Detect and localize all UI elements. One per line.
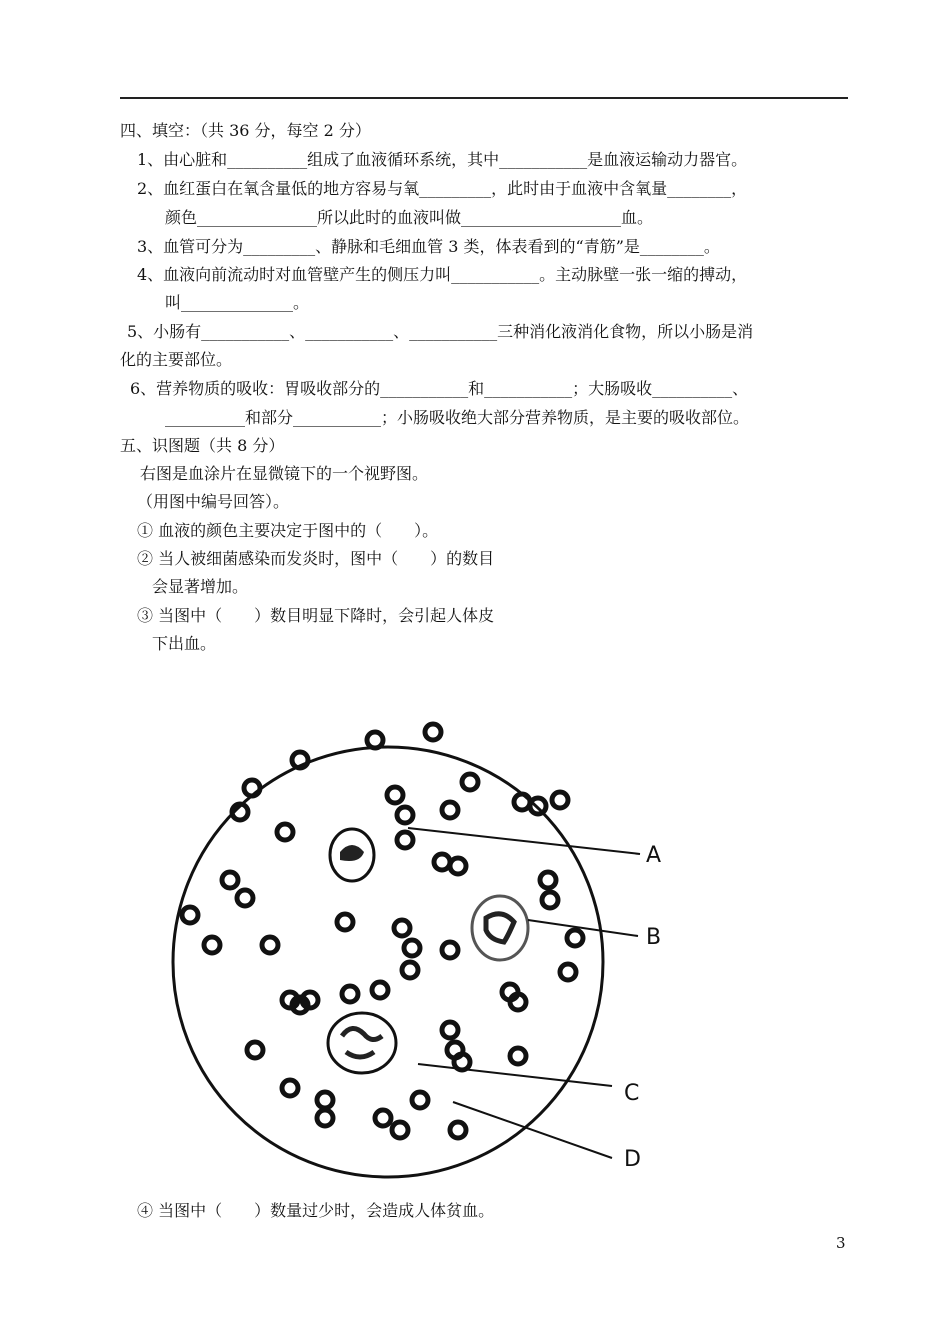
white-cell-a <box>330 829 374 881</box>
red-blood-cell <box>375 1110 391 1126</box>
red-blood-cell <box>397 807 413 823</box>
red-blood-cell <box>397 832 413 848</box>
question-4-5-line2: 化的主要部位。 <box>120 350 233 369</box>
red-blood-cell <box>222 872 238 888</box>
red-blood-cell <box>514 794 530 810</box>
question-4-6-line1: 6、营养物质的吸收：胃吸收部分的___________和___________；大肠吸收__________、 <box>130 379 749 398</box>
blood-smear-figure <box>150 700 710 1180</box>
red-blood-cell <box>277 824 293 840</box>
question-4-4-line1: 4、血液向前流动时对血管壁产生的侧压力叫___________。主动脉壁一张一缩的搏动， <box>137 265 748 284</box>
red-blood-cell <box>425 724 441 740</box>
red-blood-cell <box>302 992 318 1008</box>
red-blood-cell <box>392 1122 408 1138</box>
section5-heading: 五、识图题（共 8 分） <box>120 436 285 455</box>
white-cell-c <box>328 1013 396 1073</box>
red-blood-cell <box>540 872 556 888</box>
header-rule <box>120 97 848 99</box>
question-4-2-line1: 2、血红蛋白在氧含量低的地方容易与氧_________，此时由于血液中含氧量________， <box>137 179 748 198</box>
red-blood-cell <box>372 982 388 998</box>
red-blood-cell <box>292 752 308 768</box>
red-blood-cell <box>510 1048 526 1064</box>
label-b: B <box>646 925 662 950</box>
red-blood-cell <box>510 994 526 1010</box>
section5-intro-1: 右图是血涂片在显微镜下的一个视野图。 <box>140 464 429 483</box>
label-d: D <box>624 1147 641 1172</box>
label-a: A <box>646 843 662 868</box>
red-blood-cell <box>442 942 458 958</box>
question-5-2-line1: ② 当人被细菌感染而发炎时，图中（ ）的数目 <box>137 549 495 568</box>
red-blood-cell <box>450 1122 466 1138</box>
red-blood-cell <box>247 1042 263 1058</box>
red-blood-cell <box>282 1080 298 1096</box>
red-blood-cell <box>367 732 383 748</box>
red-blood-cell <box>567 930 583 946</box>
red-blood-cell <box>560 964 576 980</box>
label-leader-lines <box>408 828 640 1158</box>
question-4-1: 1、由心脏和__________组成了血液循环系统，其中___________是血液运输动力器官。 <box>137 150 748 169</box>
question-5-2-line2: 会显著增加。 <box>152 577 249 596</box>
section4-heading: 四、填空：（共 36 分，每空 2 分） <box>120 121 371 140</box>
red-blood-cell <box>237 890 253 906</box>
red-blood-cell <box>317 1110 333 1126</box>
question-4-2-line2: 颜色_______________所以此时的血液叫做____________________血。 <box>165 208 654 227</box>
red-blood-cell <box>342 986 358 1002</box>
red-blood-cell <box>442 1022 458 1038</box>
page-number: 3 <box>836 1234 846 1252</box>
red-blood-cell <box>204 937 220 953</box>
question-5-3-line2: 下出血。 <box>152 634 217 653</box>
question-4-3: 3、血管可分为_________、静脉和毛细血管 3 类，体表看到的“青筋”是________。 <box>137 237 720 256</box>
red-blood-cell <box>262 937 278 953</box>
question-4-6-line2: __________和部分___________；小肠吸收绝大部分营养物质，是主要的吸收部位。 <box>165 408 750 427</box>
red-blood-cell <box>394 920 410 936</box>
red-blood-cell <box>412 1092 428 1108</box>
red-blood-cell <box>182 907 198 923</box>
red-blood-cell <box>232 804 248 820</box>
question-5-4: ④ 当图中（ ）数量过少时，会造成人体贫血。 <box>137 1201 495 1220</box>
red-blood-cell <box>317 1092 333 1108</box>
red-blood-cell <box>552 792 568 808</box>
question-5-1: ① 血液的颜色主要决定于图中的（ ）。 <box>137 521 439 540</box>
red-blood-cell <box>462 774 478 790</box>
white-cell-b <box>472 896 528 960</box>
red-blood-cell <box>402 962 418 978</box>
label-c: C <box>624 1081 640 1106</box>
red-blood-cell <box>387 787 403 803</box>
question-4-5-line1: 5、小肠有___________、___________、___________三种消化液消化食物，所以小肠是消 <box>127 322 754 341</box>
red-blood-cell <box>404 940 420 956</box>
question-4-4-line2: 叫______________。 <box>165 293 310 312</box>
question-5-3-line1: ③ 当图中（ ）数目明显下降时，会引起人体皮 <box>137 606 495 625</box>
red-blood-cell <box>450 858 466 874</box>
section5-intro-2: （用图中编号回答）。 <box>137 492 290 511</box>
red-blood-cell <box>244 780 260 796</box>
red-blood-cell <box>434 854 450 870</box>
red-blood-cell <box>542 892 558 908</box>
red-blood-cell <box>442 802 458 818</box>
red-blood-cell <box>337 914 353 930</box>
